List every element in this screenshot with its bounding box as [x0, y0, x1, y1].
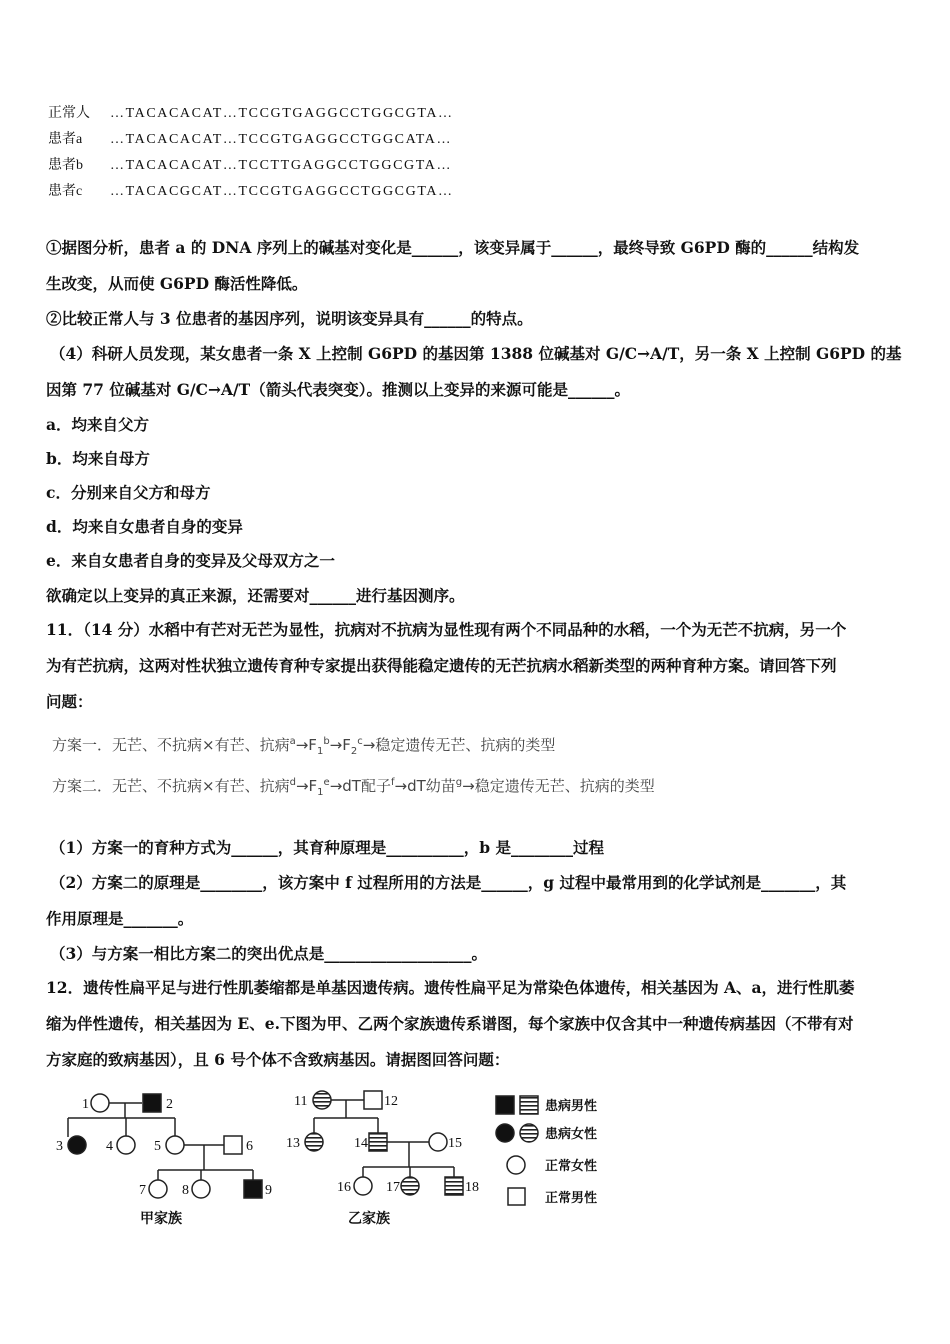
label-14: 14	[354, 1136, 368, 1151]
individual-6	[224, 1136, 242, 1154]
sequence-row-b	[48, 154, 452, 174]
label-6: 6	[246, 1139, 253, 1154]
individual-5	[166, 1136, 184, 1154]
step-label-b: b	[323, 736, 330, 747]
scheme-suffix: 稳定遗传无芒、抗病的类型	[474, 777, 655, 795]
q10-option-b: b．均来自母方	[46, 449, 150, 468]
individual-17	[401, 1177, 419, 1195]
q11-line2: 为有芒抗病，这两对性状独立遗传育种专家提出获得能稳定遗传的无芒抗病水稻新类型的两种育种方案。请回答下列	[46, 656, 837, 675]
q10-p1b: 生改变，从而使 G6PD 酶活性降低。	[46, 274, 308, 293]
label-4: 4	[106, 1139, 113, 1154]
q10-p2: ②比较正常人与 3 位患者的基因序列，说明该变异具有______的特点。	[46, 309, 533, 328]
family-yi-label: 乙家族	[348, 1211, 390, 1227]
individual-9	[244, 1180, 262, 1198]
legend-normal-male	[508, 1188, 525, 1205]
sequence-label: 正常人	[48, 106, 90, 121]
q10-option-e: e．来自女患者自身的变异及父母双方之一	[46, 551, 335, 570]
q12-line1: 12．遗传性扁平足与进行性肌萎缩都是单基因遗传病。遗传性扁平足为常染色体遗传，相关基因为 A、a，进行性肌萎	[46, 978, 855, 997]
q10-option-d: d．均来自女患者自身的变异	[46, 517, 243, 536]
legend-affected-female-striped	[520, 1124, 538, 1142]
label-11: 11	[294, 1094, 308, 1109]
q10-p4b: 因第 77 位碱基对 G/C→A/T（箭头代表突变）。推测以上变异的来源可能是______。	[46, 380, 630, 399]
q10-p1a: ①据图分析，患者 a 的 DNA 序列上的碱基对变化是______，该变异属于______，最终导致 G6PD 酶的______结构发	[46, 238, 860, 257]
individual-3	[68, 1136, 86, 1154]
q11-line1: 11．（14 分）水稻中有芒对无芒为显性，抗病对不抗病为显性现有两个不同品种的水稻，一个为无芒不抗病，另一个	[46, 620, 847, 639]
generation-index: 1	[317, 787, 324, 798]
q11-sub3: （3）与方案一相比方案二的突出优点是___________________。	[50, 944, 488, 963]
sequence-row-c	[48, 180, 454, 200]
label-18: 18	[465, 1180, 479, 1195]
sequence-row-normal	[48, 102, 454, 122]
individual-11	[313, 1091, 331, 1109]
label-17: 17	[386, 1180, 400, 1195]
label-16: 16	[337, 1180, 351, 1195]
label-3: 3	[56, 1139, 63, 1154]
q10-option-c: c．分别来自父方和母方	[46, 483, 211, 502]
legend-affected-male-striped	[520, 1096, 538, 1114]
scheme-prefix: 方案二．无芒、不抗病×有芒、抗病	[52, 777, 290, 795]
dt-seedling: dT幼苗	[407, 777, 456, 795]
scheme-suffix: 稳定遗传无芒、抗病的类型	[375, 736, 556, 754]
q11-sub2b: 作用原理是_______。	[46, 909, 194, 928]
legend-affected-male-label: 患病男性	[545, 1099, 598, 1114]
individual-4	[117, 1136, 135, 1154]
generation-f: F	[342, 736, 351, 754]
pedigree-diagram	[48, 1085, 628, 1230]
legend-normal-male-label: 正常男性	[545, 1191, 598, 1206]
individual-1	[91, 1094, 109, 1112]
individual-13	[305, 1133, 323, 1151]
q12-line2: 缩为伴性遗传，相关基因为 E、e.下图为甲、乙两个家族遗传系谱图，每个家族中仅含其中一种遗传病基因（不带有对	[46, 1014, 854, 1033]
individual-18	[445, 1177, 463, 1195]
legend-normal-female-label: 正常女性	[545, 1159, 598, 1174]
label-13: 13	[286, 1136, 300, 1151]
scheme-prefix: 方案一．无芒、不抗病×有芒、抗病	[52, 736, 290, 754]
q11-line3: 问题：	[46, 692, 93, 711]
label-2: 2	[166, 1097, 173, 1112]
breeding-scheme-2: 方案二．无芒、不抗病×有芒、抗病$^d\to F_1^e\to dT$配子$^f$→dT幼苗$^g$→稳定遗传无芒、抗病的类型	[52, 777, 655, 798]
q11-sub2a: （2）方案二的原理是________，该方案中 f 过程所用的方法是______，g 过程中最常用到的化学试剂是_______，其	[50, 873, 847, 892]
breeding-scheme-1: 方案一．无芒、不抗病×有芒、抗病$^a\to F_1^b\to F_2^c\to$稳定遗传无芒、抗病的类型	[52, 736, 556, 757]
step-label-g: g	[455, 777, 463, 788]
legend-normal-female	[507, 1156, 525, 1174]
label-7: 7	[139, 1183, 146, 1198]
generation-index: 2	[350, 746, 358, 757]
q12-line3: 方家庭的致病基因），且 6 号个体不含致病基因。请据图回答问题：	[46, 1050, 510, 1069]
step-label-d: d	[289, 777, 296, 788]
sequence-text: …TACACACAT…TCCTTGAGGCCTGGCGTA…	[110, 158, 453, 173]
generation-f: F	[308, 736, 317, 754]
q10-end: 欲确定以上变异的真正来源，还需要对______进行基因测序。	[46, 586, 465, 605]
label-9: 9	[265, 1183, 272, 1198]
dt-gamete: dT配子	[342, 777, 391, 795]
sequence-text: …TACACGCAT…TCCGTGAGGCCTGGCGTA…	[110, 184, 454, 199]
individual-16	[354, 1177, 372, 1195]
individual-12	[364, 1091, 382, 1109]
individual-8	[192, 1180, 210, 1198]
individual-15	[429, 1133, 447, 1151]
q10-p4a: （4）科研人员发现，某女患者一条 X 上控制 G6PD 的基因第 1388 位碱基对 G/C→A/T，另一条 X 上控制 G6PD 的基	[50, 344, 902, 363]
legend-affected-female-label: 患病女性	[545, 1127, 598, 1142]
q10-option-a: a．均来自父方	[46, 415, 150, 434]
label-8: 8	[182, 1183, 189, 1198]
step-label-a: a	[289, 736, 296, 747]
step-label-f: f	[390, 777, 395, 788]
label-12: 12	[384, 1094, 398, 1109]
generation-index: 1	[316, 746, 324, 757]
legend-affected-male-solid	[496, 1096, 514, 1114]
sequence-text: …TACACACAT…TCCGTGAGGCCTGGCATA…	[110, 132, 453, 147]
individual-7	[149, 1180, 167, 1198]
label-1: 1	[82, 1097, 89, 1112]
label-15: 15	[448, 1136, 462, 1151]
legend-affected-female-solid	[496, 1124, 514, 1142]
family-jia-label: 甲家族	[140, 1211, 182, 1227]
sequence-label: 患者c	[48, 184, 83, 199]
sequence-text: …TACACACAT…TCCGTGAGGCCTGGCGTA…	[110, 106, 454, 121]
q11-sub1: （1）方案一的育种方式为______，其育种原理是__________，b 是________过程	[50, 838, 605, 857]
generation-f: F	[308, 777, 318, 795]
individual-14	[369, 1133, 387, 1151]
sequence-label: 患者a	[48, 132, 83, 147]
sequence-label: 患者b	[48, 158, 83, 173]
individual-2	[143, 1094, 161, 1112]
step-label-c: c	[357, 736, 363, 747]
label-5: 5	[154, 1139, 161, 1154]
sequence-row-a	[48, 128, 452, 148]
step-label-e: e	[323, 777, 330, 788]
